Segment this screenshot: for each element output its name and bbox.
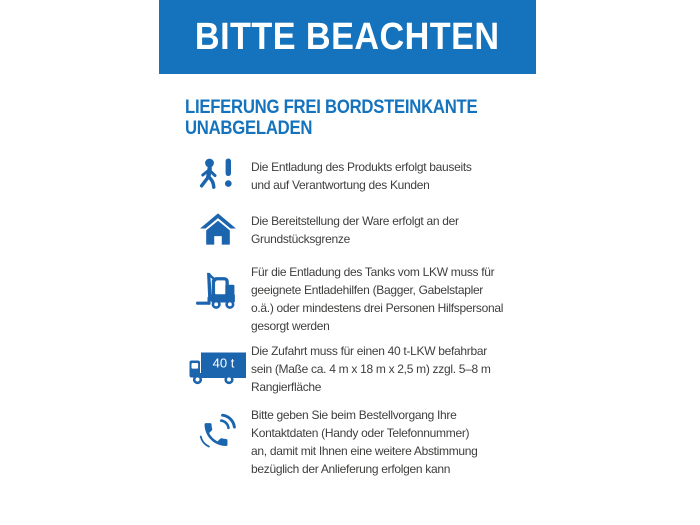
- banner: [159, 0, 536, 74]
- subtitle-line-1: LIEFERUNG FREI BORDSTEINKANTE: [185, 97, 478, 118]
- pedestrian-warning-icon: [184, 157, 251, 195]
- text-line: geeignete Entladehilfen (Bagger, Gabelstapler: [251, 283, 484, 297]
- text-line: sein (Maße ca. 4 m x 18 m x 2,5 m) zzgl. 5–8 m: [251, 362, 491, 376]
- info-item-text: [251, 406, 478, 478]
- subtitle: [185, 97, 477, 139]
- text-line: Grundstücksgrenze: [251, 232, 350, 246]
- info-item-unloading-aids: [184, 263, 503, 335]
- subtitle-line-2: UNABGELADEN: [185, 118, 313, 139]
- truck-40t-icon: [184, 348, 251, 386]
- banner-title: BITTE BEACHTEN: [195, 15, 500, 58]
- text-line: Bitte geben Sie beim Bestellvorgang Ihre: [251, 408, 457, 422]
- text-line: Kontaktdaten (Handy oder Telefonnummer): [251, 426, 470, 440]
- text-line: Rangierfläche: [251, 380, 322, 394]
- info-item-text: [251, 342, 491, 396]
- text-line: Die Zufahrt muss für einen 40 t-LKW befahrbar: [251, 344, 487, 358]
- info-item-unloading: [184, 158, 472, 195]
- phone-icon: [184, 412, 251, 452]
- text-line: Die Bereitstellung der Ware erfolgt an der: [251, 214, 459, 228]
- truck-badge-40t: 40 t: [212, 355, 234, 371]
- info-item-text: [251, 158, 472, 194]
- info-item-text: [251, 263, 503, 335]
- text-line: Für die Entladung des Tanks vom LKW muss für: [251, 265, 495, 279]
- text-line: gesorgt werden: [251, 319, 330, 333]
- info-item-property-line: [184, 212, 459, 248]
- info-item-text: [251, 212, 459, 248]
- info-item-access-road: [184, 342, 491, 396]
- text-line: und auf Verantwortung des Kunden: [251, 178, 430, 192]
- text-line: Die Entladung des Produkts erfolgt bauseits: [251, 160, 472, 174]
- text-line: o.ä.) oder mindestens drei Personen Hilfspersonal: [251, 301, 504, 315]
- forklift-icon: [184, 271, 251, 313]
- text-line: an, damit mit Ihnen eine weitere Abstimmung: [251, 444, 478, 458]
- house-icon: [184, 212, 251, 246]
- text-line: bezüglich der Anlieferung erfolgen kann: [251, 462, 451, 476]
- info-item-contact: [184, 406, 478, 478]
